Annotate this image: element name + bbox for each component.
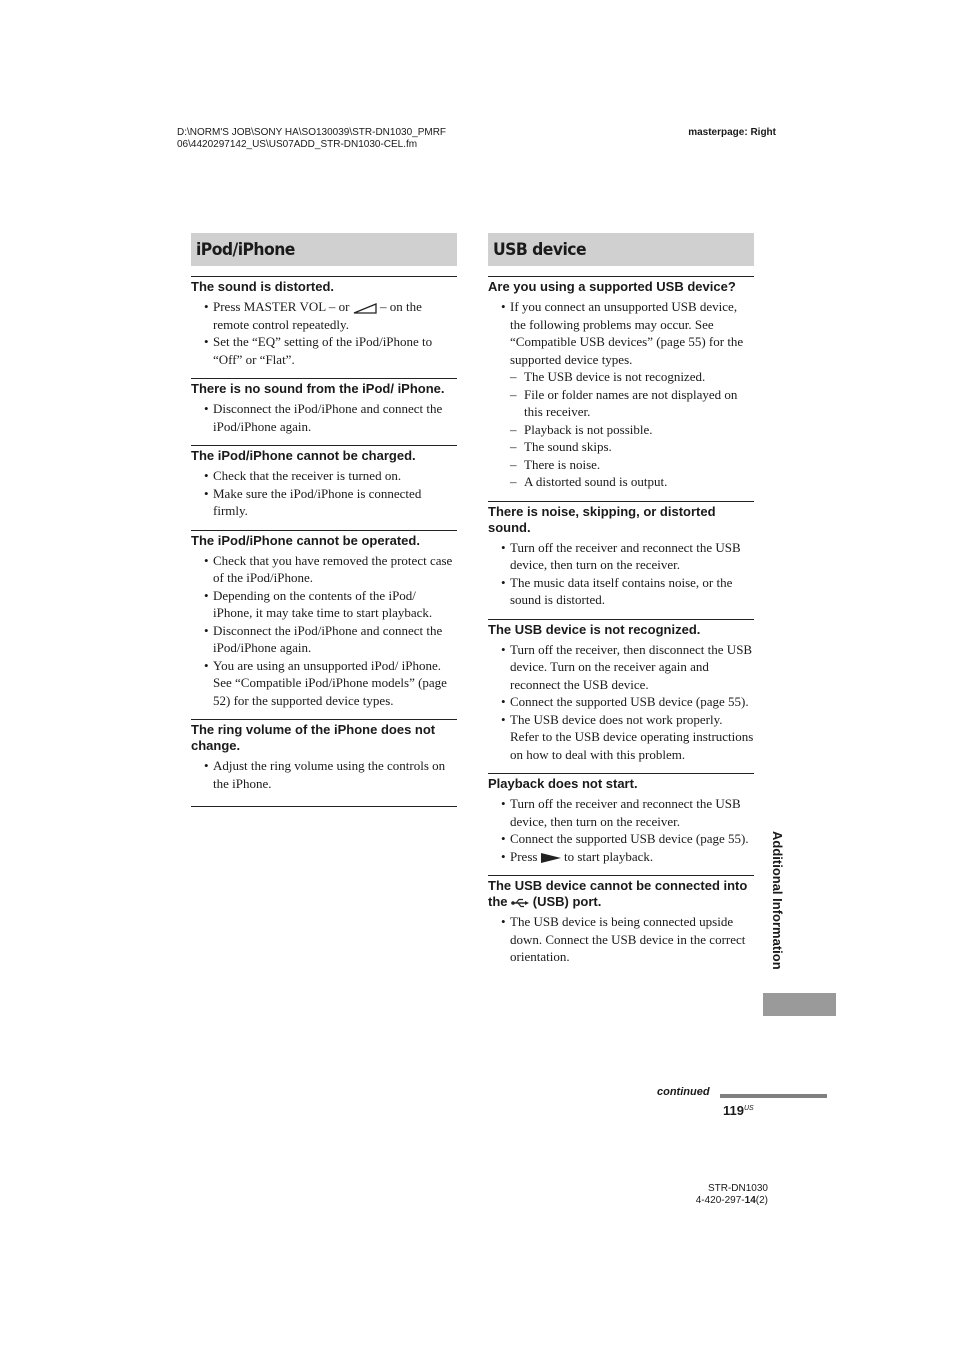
topic-title: The iPod/iPhone cannot be charged. xyxy=(191,448,416,463)
topic-not-recognized xyxy=(488,619,754,764)
volume-ramp-icon xyxy=(353,303,377,314)
page-suffix: US xyxy=(743,1105,754,1112)
page-number: $119^{US}$ xyxy=(723,1103,754,1118)
section-header-ipod xyxy=(191,233,457,266)
side-tab-label: Additional Information xyxy=(770,831,785,970)
topic-title: Are you using a supported USB device? xyxy=(488,279,736,294)
topic-title: There is noise, skipping, or distorted sound. xyxy=(488,503,716,535)
list-item: • Turn off the receiver and reconnect the USB device, then turn on the receiver. xyxy=(501,539,741,572)
section-title: USB device xyxy=(493,239,587,260)
sub-list-item: – There is noise. xyxy=(510,456,601,472)
sub-list-item: – The sound skips. xyxy=(510,439,612,454)
masterpage-label: masterpage: Right xyxy=(688,127,776,138)
continued-label: continued xyxy=(657,1086,710,1098)
list-item: • Check that you have removed the protect case of the iPod/iPhone. xyxy=(204,552,453,585)
continued-bar xyxy=(720,1094,827,1098)
topic-title: The ring volume of the iPhone does not change. xyxy=(191,722,436,753)
model-info xyxy=(696,1183,768,1207)
sub-list-item: – The USB device is not recognized. xyxy=(510,369,706,384)
topic-no-sound xyxy=(191,378,457,435)
topic-supported-usb xyxy=(488,276,754,491)
usb-device-column xyxy=(488,233,754,966)
topic-title: There is no sound from the iPod/ iPhone. xyxy=(191,381,445,396)
list-item: • Check that the receiver is turned on. xyxy=(204,468,402,483)
topic-title: The sound is distorted. xyxy=(191,279,335,294)
list-item: • Depending on the contents of the iPod/ iPhone, it may take time to start playback. xyxy=(204,587,433,620)
list-item: • The music data itself contains noise, or the sound is distorted. xyxy=(501,574,733,607)
topic-cannot-charge xyxy=(191,445,457,520)
section-header-usb xyxy=(488,233,754,266)
topic-title: The USB device is not recognized. xyxy=(488,621,701,637)
list-item: • Turn off the receiver and reconnect the USB device, then turn on the receiver. xyxy=(501,796,741,829)
usb-icon xyxy=(511,898,529,908)
topic-noise-skipping xyxy=(488,501,754,609)
list-item: • Connect the supported USB device (page 55). xyxy=(501,694,749,709)
list-item: • Press to start playback. xyxy=(501,848,654,864)
file-path-line-2: 06\4420297142_US\US07ADD_STR-DN1030-CEL.fm xyxy=(177,139,418,150)
list-item: • Disconnect the iPod/iPhone and connect the iPod/iPhone again. xyxy=(204,622,443,655)
topic-playback-not-start xyxy=(488,773,754,865)
ipod-iphone-column xyxy=(191,233,457,807)
section-title: iPod/iPhone xyxy=(196,239,295,260)
list-item: • Adjust the ring volume using the controls on the iPhone. xyxy=(204,758,446,791)
topic-cannot-operate xyxy=(191,530,457,710)
list-item: • You are using an unsupported iPod/ iPhone. See “Compatible iPod/iPhone models” (page 52) for the supported device types. xyxy=(204,657,447,708)
topic-title: Playback does not start. xyxy=(488,776,638,791)
file-path-line-1: D:\NORM'S JOB\SONY HA\SO130039\STR-DN1030_PMRF xyxy=(177,127,447,138)
list-item: • Connect the supported USB device (page 55). xyxy=(501,831,749,846)
side-tab-marker xyxy=(763,993,836,1016)
list-item: • Disconnect the iPod/iPhone and connect the iPod/iPhone again. xyxy=(204,401,443,434)
list-item: • If you connect an unsupported USB device, the following problems may occur. See “Compatible USB devices” (page 55) for the supported device types. – The USB device is not recognized. – File or folder names are not displayed on this receiver. – Playback is not possible. – The sound skips. – There is noise. – A distorted sound is output. xyxy=(488,298,754,491)
list-item: • Make sure the iPod/iPhone is connected firmly. xyxy=(204,485,422,518)
list-item: • The USB device does not work properly. Refer to the USB device operating instructions on how to deal with this problem. xyxy=(501,711,754,762)
model-number: STR-DN1030 xyxy=(707,1183,768,1194)
sub-list-item: – File or folder names are not displayed on this receiver. xyxy=(510,386,738,419)
file-path-header xyxy=(177,127,446,151)
list-item: • The USB device is being connected upside down. Connect the USB device in the correct orientation. xyxy=(501,914,746,964)
topic-sound-distorted xyxy=(191,276,457,368)
sub-list-item: – Playback is not possible. xyxy=(510,421,653,437)
sub-list-item: – A distorted sound is output. xyxy=(510,474,668,489)
play-icon xyxy=(541,853,561,863)
section-end-rule xyxy=(191,806,457,807)
list-item: • Set the “EQ” setting of the iPod/iPhone to “Off” or “Flat”. xyxy=(204,334,433,367)
list-item: • Turn off the receiver, then disconnect the USB device. Turn on the receiver again and reconnect the USB device. xyxy=(501,641,753,692)
topic-ring-volume xyxy=(191,719,457,792)
topic-title: The USB device cannot be connected into the (USB) port. xyxy=(488,878,748,909)
topic-title: The iPod/iPhone cannot be operated. xyxy=(191,532,420,548)
topic-usb-cannot-connect xyxy=(488,875,754,966)
list-item: • Press MASTER VOL – or – on the remote control repeatedly. xyxy=(204,299,422,332)
part-code: 4-420-297-14(2) xyxy=(695,1195,768,1206)
